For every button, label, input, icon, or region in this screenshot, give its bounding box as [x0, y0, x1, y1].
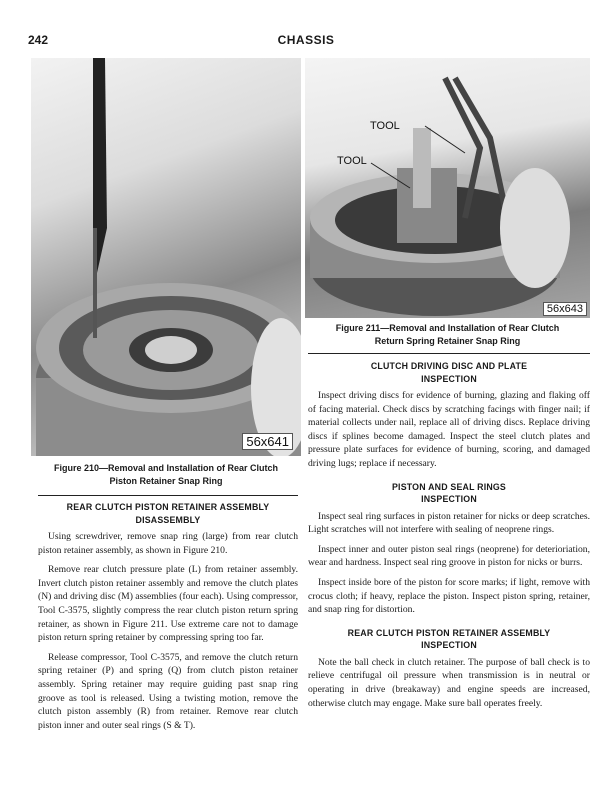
section-heading: REAR CLUTCH PISTON RETAINER ASSEMBLY INSPECTION [347, 627, 551, 651]
paragraph: Release compressor, Tool C-3575, and remove the clutch return spring retainer (P) and spring (Q) from clutch piston retainer assembly. Spring retainer may require guiding past snap ring groove as tool is released. Using a twisting motion, remove the clutch piston assembly (R) from retainer. Remove rear clutch piston inner and outer seal rings (S & T). [38, 651, 298, 731]
figure-211-photo [305, 58, 590, 318]
compressor-tool-illustration [305, 58, 590, 318]
paragraph: Inspect seal ring surfaces in piston retainer for nicks or deep scratches. Light scratches will not interfere with sealing of neoprene rings. [308, 510, 590, 536]
figure-210-plate-number: 56x641 [242, 433, 293, 450]
left-column [38, 501, 298, 738]
caption-line: Piston Retainer Snap Ring [109, 476, 223, 486]
divider [38, 495, 298, 496]
paragraph: Inspect driving discs for evidence of burning, glazing and flaking off of facing material. Check discs by scratching facings with finger nail; if material collects under nail, replace all of driving discs. Replace driving discs if splines become damaged. Inspect the steel clutch plates and pressure plate surfaces for evidence of burning, scoring, and damaged driving lugs; replace if necessary. [308, 390, 590, 469]
right-column [308, 360, 590, 716]
section-heading: PISTON AND SEAL RINGS INSPECTION [391, 481, 506, 505]
paragraph: Remove rear clutch pressure plate (L) from retainer assembly. Invert clutch piston retainer assembly and remove the clutch plates (N) and driving disc (M) assemblies (four each). Using compressor, Tool C-3575, slightly compress the rear clutch piston return spring retainer, as shown in Figure 211. Use extreme care not to damage piston return spring retainer by compressing spring too far. [38, 564, 298, 644]
paragraph: Inspect inner and outer piston seal rings (neoprene) for deterioriation, wear and hardness. Inspect seal ring groove in piston for nicks or burrs. [308, 543, 590, 569]
caption-line: Figure 211—Removal and Installation of Rear Clutch [335, 323, 560, 333]
paragraph: Note the ball check in clutch retainer. The purpose of ball check is to relieve centrifugal oil pressure when transmission is in neutral or operating in drive (breakaway) and engine speeds are increased, otherwise clutch may engage. Make sure ball operates freely. [308, 656, 590, 709]
paragraph: Using screwdriver, remove snap ring (large) from rear clutch piston retainer assembly, as shown in Figure 210. [38, 531, 298, 556]
tool-label-lower: TOOL [337, 155, 367, 167]
figure-211-plate-number: 56x643 [543, 302, 587, 316]
tool-label-upper: TOOL [370, 120, 400, 132]
clutch-retainer-illustration [31, 58, 301, 456]
caption-line: Return Spring Retainer Snap Ring [374, 336, 521, 346]
running-title: CHASSIS [277, 33, 335, 47]
figure-211-caption [305, 322, 590, 348]
divider [308, 353, 590, 354]
page-number: 242 [28, 33, 49, 47]
section-heading: CLUTCH DRIVING DISC AND PLATE INSPECTION [370, 361, 528, 384]
paragraph: Inspect inside bore of the piston for score marks; if light, remove with crocus cloth; if heavy, replace the piston. Inspect piston spring, retainer, and snap ring for distortion. [308, 576, 590, 616]
section-heading: REAR CLUTCH PISTON RETAINER ASSEMBLY DISASSEMBLY [66, 502, 270, 525]
figure-210-photo [31, 58, 301, 456]
caption-line: Figure 210—Removal and Installation of Rear Clutch [53, 463, 279, 473]
figure-210-caption [31, 462, 301, 488]
